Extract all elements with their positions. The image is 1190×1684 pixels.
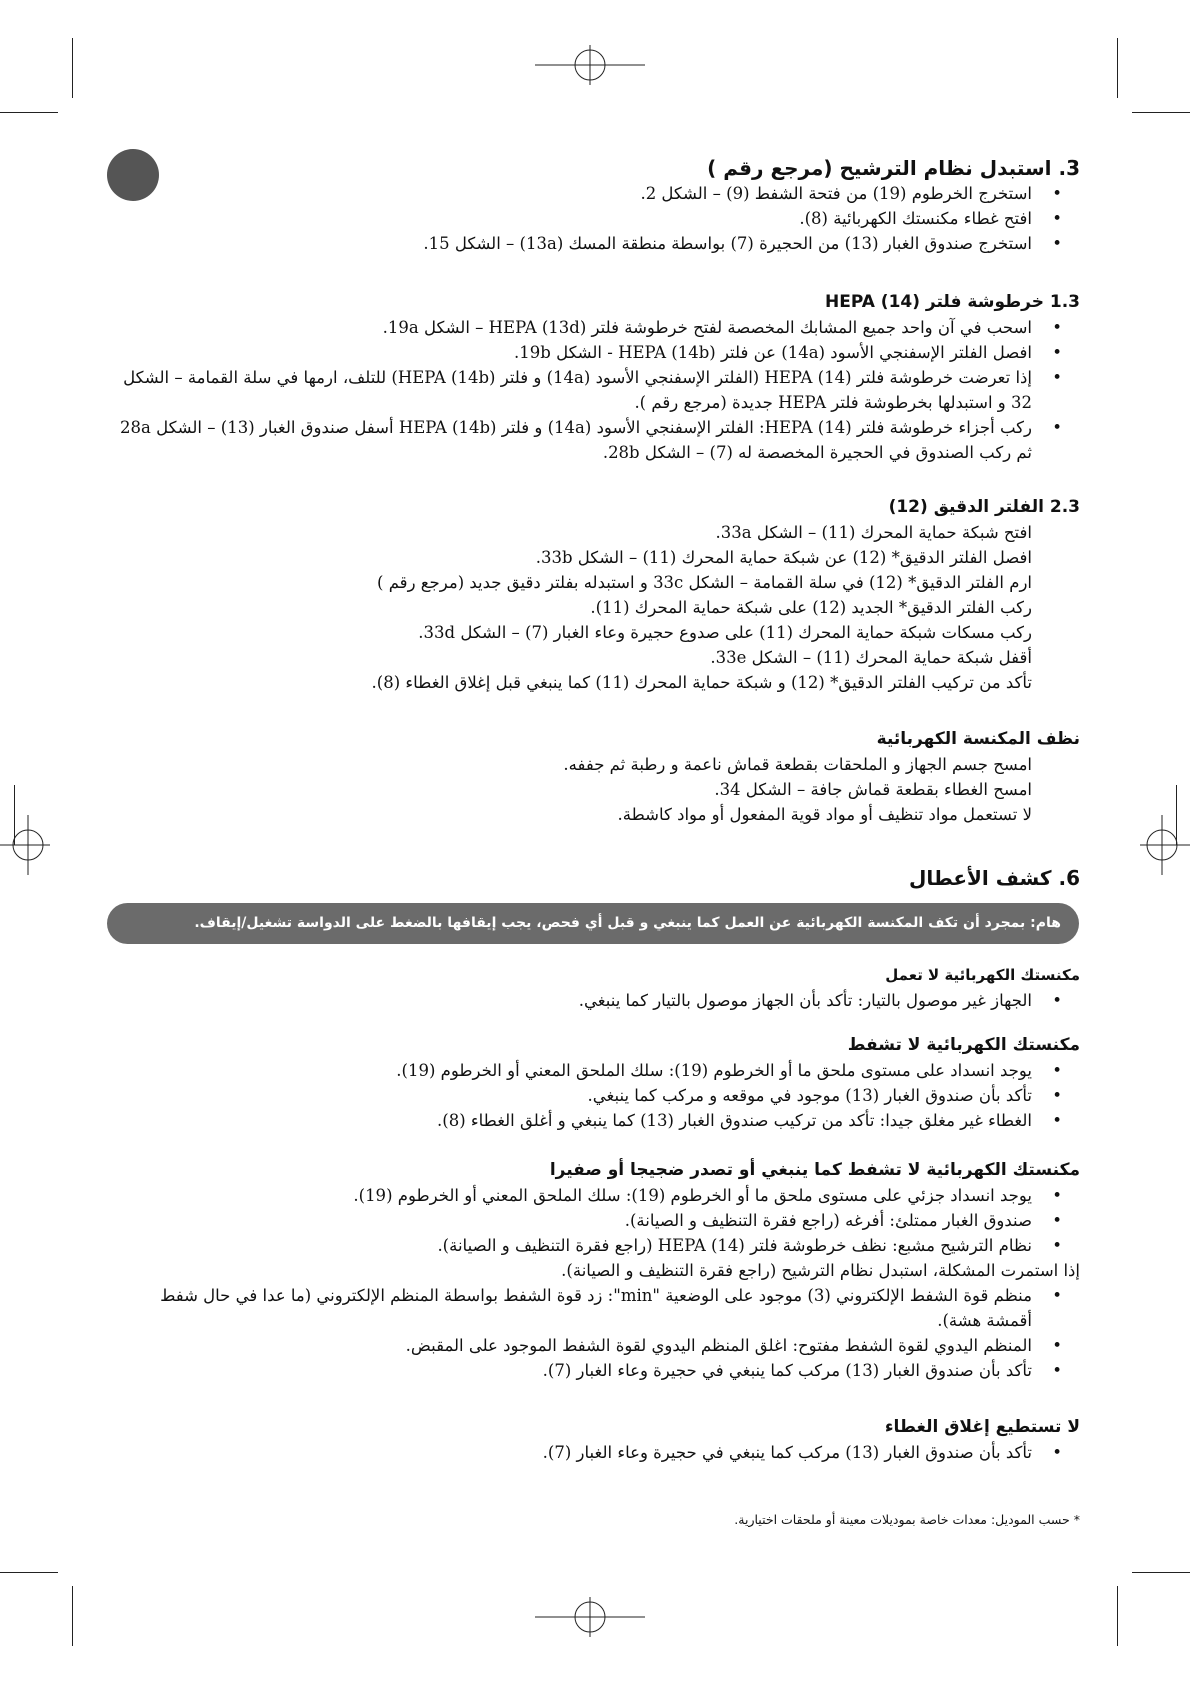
section-title: 1.3 خرطوشة فلتر HEPA (14)	[824, 292, 1080, 312]
list-item: • المنظم اليدوي لقوة الشفط مفتوح: اغلق المنظم اليدوي لقوة الشفط الموجود على المقبض.	[110, 1333, 1080, 1358]
crop-mark	[72, 1586, 73, 1646]
list-item: • يوجد انسداد على مستوى ملحق ما أو الخرطوم (19): سلك الملحق المعني أو الخرطوم (19).	[110, 1058, 1080, 1083]
registration-mark-bottom	[535, 1597, 645, 1637]
crop-mark	[1117, 38, 1118, 98]
list-item: افتح شبكة حماية المحرك (11) – الشكل 33a.	[715, 523, 1032, 542]
list-item: • منظم قوة الشفط الإلكتروني (3) موجود على الوضعية "min": زد قوة الشفط بواسطة المنظم الإلكتروني (ما عدا في حال شفط أقمشة هشة).	[110, 1283, 1080, 1333]
problem-title: مكنستك الكهربائية لا تعمل	[885, 966, 1080, 984]
list-item: • افتح غطاء مكنستك الكهربائية (8).	[110, 206, 1080, 231]
problem-title: لا تستطيع إغلاق الغطاء	[884, 1417, 1080, 1437]
section-title: 2.3 الفلتر الدقيق (12)	[888, 497, 1080, 517]
section-title: 6. كشف الأعطال	[908, 866, 1080, 890]
section-fine-filter	[110, 495, 1080, 695]
registration-mark-left	[0, 815, 50, 875]
list-item: • افصل الفلتر الإسفنجي الأسود (14a) عن فلتر HEPA (14b) - الشكل 19b.	[110, 340, 1080, 365]
list-item: • ركب أجزاء خرطوشة فلتر HEPA (14): الفلتر الإسفنجي الأسود (14a) و فلتر HEPA (14b) أسفل صندوق الغبار (13) – الشكل 28a ثم ركب الصندوق في الحجيرة المخصصة له (7) – الشكل 28b.	[110, 415, 1080, 465]
list-item: • استخرج صندوق الغبار (13) من الحجيرة (7) بواسطة منطقة المسك (13a) – الشكل 15.	[110, 231, 1080, 256]
list-item: • استخرج الخرطوم (19) من فتحة الشفط (9) – الشكل 2.	[110, 181, 1080, 206]
section-clean	[110, 727, 1080, 827]
crop-mark	[1117, 1586, 1118, 1646]
problem-title: مكنستك الكهربائية لا تشفط	[847, 1035, 1080, 1055]
list-item: • تأكد بأن صندوق الغبار (13) مركب كما ينبغي في حجيرة وعاء الغبار (7).	[110, 1358, 1080, 1383]
problem-title: مكنستك الكهربائية لا تشفط كما ينبغي أو تصدر ضجيجا أو صفيرا	[549, 1160, 1080, 1180]
list-item: • الغطاء غير مغلق جيدا: تأكد من تركيب صندوق الغبار (13) كما ينبغي و أغلق الغطاء (8).	[110, 1108, 1080, 1133]
trouble-weak-suction	[110, 1158, 1080, 1383]
list-item: • يوجد انسداد جزئي على مستوى ملحق ما أو الخرطوم (19): سلك الملحق المعني أو الخرطوم (19).	[110, 1183, 1080, 1208]
list-item: لا تستعمل مواد تنظيف أو مواد قوية المفعول أو مواد كاشطة.	[617, 805, 1032, 824]
list-item: امسح جسم الجهاز و الملحقات بقطعة قماش ناعمة و رطبة ثم جففه.	[563, 755, 1032, 774]
list-item: • الجهاز غير موصول بالتيار: تأكد بأن الجهاز موصول بالتيار كما ينبغي.	[110, 988, 1080, 1013]
list-item: • صندوق الغبار ممتلئ: أفرغه (راجع فقرة التنظيف و الصيانة).	[110, 1208, 1080, 1233]
list-item: تأكد من تركيب الفلتر الدقيق* (12) و شبكة حماية المحرك (11) كما ينبغي قبل إغلاق الغطاء (8).	[371, 673, 1032, 692]
list-item: افصل الفلتر الدقيق* (12) عن شبكة حماية المحرك (11) – الشكل 33b.	[535, 548, 1032, 567]
section-title: 3. استبدل نظام الترشيح (مرجع رقم )	[707, 156, 1080, 180]
list-item: • تأكد بأن صندوق الغبار (13) موجود في موقعه و مركب كما ينبغي.	[110, 1083, 1080, 1108]
registration-mark-right	[1140, 815, 1190, 875]
important-banner: هام: بمجرد أن تكف المكنسة الكهربائية عن العمل كما ينبغي و قبل أي فحص، يجب إيقافها بالضغط على الدواسة تشغيل/إيقاف.	[107, 903, 1079, 944]
list-item: ارم الفلتر الدقيق* (12) في سلة القمامة – الشكل 33c و استبدله بفلتر دقيق جديد (مرجع رقم )	[377, 573, 1032, 592]
trouble-not-working	[110, 963, 1080, 1013]
trouble-lid	[110, 1415, 1080, 1465]
list-item: • نظام الترشيح مشبع: نظف خرطوشة فلتر HEPA (14) (راجع فقرة التنظيف و الصيانة).	[110, 1233, 1080, 1258]
list-item: ركب الفلتر الدقيق* الجديد (12) على شبكة حماية المحرك (11).	[590, 598, 1032, 617]
list-item: إذا استمرت المشكلة، استبدل نظام الترشيح (راجع فقرة التنظيف و الصيانة).	[561, 1261, 1080, 1280]
footnote: * حسب الموديل: معدات خاصة بموديلات معينة أو ملحقات اختيارية.	[734, 1512, 1080, 1527]
crop-mark	[1132, 1572, 1190, 1573]
section-replace-filter	[110, 156, 1080, 256]
list-item: • اسحب في آن واحد جميع المشابك المخصصة لفتح خرطوشة فلتر HEPA (13d) – الشكل 19a.	[110, 315, 1080, 340]
registration-mark-top	[535, 45, 645, 85]
section-title: نظف المكنسة الكهربائية	[876, 729, 1080, 749]
crop-mark	[72, 38, 73, 98]
list-item: • تأكد بأن صندوق الغبار (13) مركب كما ينبغي في حجيرة وعاء الغبار (7).	[110, 1440, 1080, 1465]
list-item: ركب مسكات شبكة حماية المحرك (11) على صدوع حجيرة وعاء الغبار (7) – الشكل 33d.	[418, 623, 1032, 642]
section-troubleshooting	[110, 866, 1080, 891]
list-item: • إذا تعرضت خرطوشة فلتر HEPA (14) (الفلتر الإسفنجي الأسود (14a) و فلتر HEPA (14b)) للتلف، ارمها في سلة القمامة – الشكل 32 و استبدلها بخرطوشة فلتر HEPA جديدة (مرجع رقم ).	[110, 365, 1080, 415]
crop-mark	[1132, 112, 1190, 113]
crop-mark	[0, 1572, 58, 1573]
crop-mark	[0, 112, 58, 113]
list-item: أقفل شبكة حماية المحرك (11) – الشكل 33e.	[710, 648, 1032, 667]
trouble-no-suction	[110, 1033, 1080, 1133]
section-hepa-cartridge	[110, 290, 1080, 465]
list-item: امسح الغطاء بقطعة قماش جافة – الشكل 34.	[714, 780, 1032, 799]
